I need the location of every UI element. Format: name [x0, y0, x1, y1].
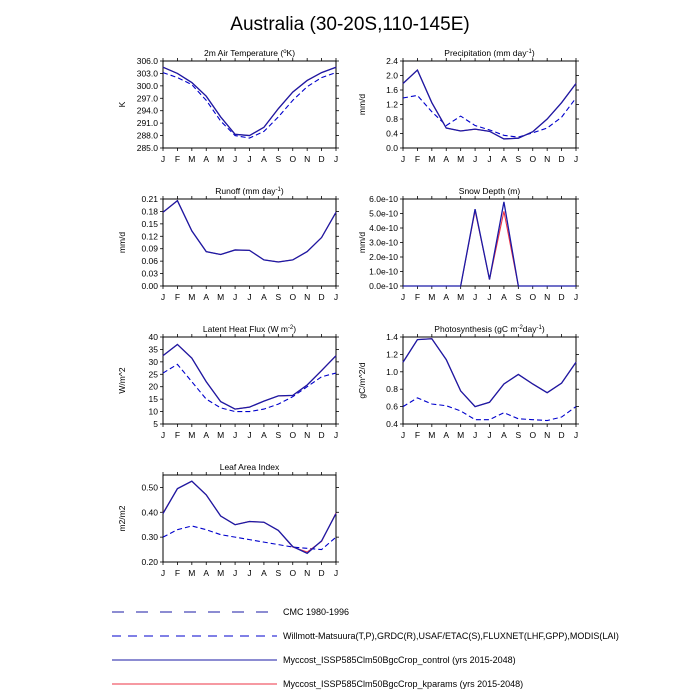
y-tick-label: 0.20	[141, 557, 158, 567]
plot-frame	[163, 199, 336, 286]
y-tick-label: 288.0	[136, 130, 158, 141]
x-tick-label: D	[558, 292, 565, 302]
panel-title-text: day	[522, 324, 537, 334]
x-tick-label: D	[318, 430, 325, 440]
x-tick-label: J	[333, 154, 339, 164]
y-tick-label: 0.6	[386, 401, 398, 412]
panel-title	[434, 324, 545, 334]
x-tick-label: N	[304, 430, 311, 440]
series-line-kparams	[403, 339, 576, 407]
series-line-control	[163, 67, 336, 135]
y-tick-label: 4.0e-10	[369, 223, 398, 233]
series-line-kparams	[403, 70, 576, 139]
panel-title	[203, 324, 296, 334]
y-tick-label: 0.12	[141, 231, 158, 242]
x-tick-label: J	[232, 430, 238, 440]
x-tick-label: S	[275, 292, 282, 302]
y-tick-label: 0.18	[141, 206, 158, 217]
legend-label-2: Myccost_ISSP585Clm50BgcCrop_control (yrs 2015-2048)	[283, 655, 516, 665]
y-axis-label: K	[117, 101, 127, 108]
y-tick-label: 0.0e-10	[369, 281, 398, 291]
y-tick-label: 40	[148, 332, 158, 342]
x-tick-label: O	[529, 430, 537, 440]
y-tick-label: 297.0	[136, 93, 158, 104]
panel-title-text: )	[531, 48, 535, 58]
panel-title-superscript: -1	[526, 49, 532, 55]
x-tick-label: J	[472, 430, 478, 440]
legend-label-0: CMC 1980-1996	[283, 607, 350, 617]
x-tick-label: J	[573, 292, 579, 302]
y-tick-label: 0.03	[141, 268, 158, 279]
y-tick-label: 294.0	[136, 105, 158, 116]
x-tick-label: J	[333, 430, 339, 440]
panel-title-text: Precipitation (mm day	[444, 48, 527, 58]
y-tick-label: 1.4	[386, 332, 398, 342]
panel-title-superscript: -2	[517, 325, 523, 331]
x-tick-label: A	[203, 154, 210, 164]
x-tick-label: N	[304, 154, 311, 164]
y-tick-label: 306.0	[136, 56, 158, 66]
y-tick-label: 0.8	[386, 114, 398, 124]
x-tick-label: N	[544, 292, 551, 302]
y-tick-label: 6.0e-10	[369, 194, 398, 204]
series-line-kparams	[163, 67, 336, 135]
panel-title-text: Leaf Area Index	[219, 462, 280, 472]
y-tick-label: 5.0e-10	[369, 208, 398, 219]
series-line-obs	[163, 364, 336, 411]
x-tick-label: M	[188, 154, 196, 164]
x-tick-label: J	[333, 568, 339, 578]
y-tick-label: 5	[153, 419, 158, 429]
series-line-control	[163, 344, 336, 409]
y-tick-label: 0.50	[141, 482, 158, 493]
x-tick-label: J	[472, 154, 478, 164]
x-tick-label: A	[203, 568, 210, 578]
panel-3	[357, 186, 579, 302]
x-tick-label: F	[174, 568, 181, 578]
x-tick-label: J	[247, 154, 252, 164]
series-line-kparams	[163, 344, 336, 409]
plot-frame	[403, 61, 576, 148]
x-tick-label: F	[414, 430, 421, 440]
panel-title-superscript: -1	[275, 187, 281, 193]
y-tick-label: 0.8	[386, 384, 398, 395]
x-tick-label: F	[414, 292, 421, 302]
plot-frame	[403, 199, 576, 286]
y-tick-label: 20	[148, 381, 158, 392]
x-tick-label: F	[414, 154, 421, 164]
x-tick-label: J	[232, 292, 238, 302]
x-tick-label: A	[443, 154, 450, 164]
series-line-control	[403, 339, 576, 407]
x-tick-label: N	[544, 430, 551, 440]
panel-2	[117, 186, 339, 302]
y-axis-label: m2/m2	[117, 505, 127, 532]
panel-title	[215, 186, 284, 196]
y-tick-label: 2.0	[386, 70, 398, 81]
panel-title-text: )	[293, 324, 297, 334]
x-tick-label: M	[217, 292, 225, 302]
x-tick-label: F	[174, 154, 181, 164]
x-tick-label: M	[428, 292, 436, 302]
series-line-obs	[163, 526, 336, 550]
y-tick-label: 3.0e-10	[369, 237, 398, 248]
panel-title-text: Photosynthesis (gC m	[434, 324, 518, 334]
x-tick-label: J	[472, 292, 478, 302]
y-tick-label: 0.40	[141, 507, 158, 518]
x-tick-label: O	[289, 292, 297, 302]
x-tick-label: A	[261, 292, 267, 302]
y-tick-label: 285.0	[136, 143, 158, 153]
plot-frame	[403, 337, 576, 424]
panel-title-superscript: -1	[536, 325, 542, 331]
y-tick-label: 1.2	[386, 99, 398, 110]
panel-title-text: 2m Air Temperature (	[203, 48, 284, 58]
y-tick-label: 10	[148, 406, 158, 417]
y-axis-label: mm/d	[357, 231, 367, 254]
panel-0	[117, 48, 339, 164]
x-tick-label: F	[174, 292, 181, 302]
x-tick-label: J	[400, 154, 406, 164]
y-tick-label: 0.09	[141, 243, 158, 254]
y-tick-label: 1.2	[386, 349, 398, 360]
y-tick-label: 0.15	[141, 218, 158, 229]
x-tick-label: A	[443, 430, 450, 440]
x-tick-label: A	[501, 154, 507, 164]
y-axis-label: mm/d	[117, 231, 127, 254]
x-tick-label: J	[247, 430, 252, 440]
x-tick-label: J	[400, 292, 406, 302]
series-line-control	[163, 201, 336, 262]
plot-frame	[163, 475, 336, 562]
series-line-obs	[163, 73, 336, 138]
series-line-kparams	[403, 211, 576, 286]
y-tick-label: 1.0	[386, 366, 398, 377]
panels	[117, 48, 579, 578]
panel-title	[459, 186, 521, 196]
panel-title-superscript: o	[283, 49, 287, 55]
y-tick-label: 1.6	[386, 85, 398, 95]
y-tick-label: 291.0	[136, 118, 158, 129]
y-tick-label: 25	[148, 369, 158, 380]
x-tick-label: F	[174, 430, 181, 440]
x-tick-label: N	[544, 154, 551, 164]
x-tick-label: A	[203, 292, 210, 302]
figure-title: Australia (30-20S,110-145E)	[230, 14, 470, 35]
x-tick-label: A	[203, 430, 210, 440]
panel-title	[204, 48, 295, 58]
x-tick-label: O	[529, 292, 537, 302]
x-tick-label: M	[188, 430, 196, 440]
x-tick-label: M	[217, 154, 225, 164]
x-tick-label: J	[573, 154, 579, 164]
x-tick-label: N	[304, 292, 311, 302]
y-tick-label: 2.0e-10	[369, 252, 398, 262]
x-tick-label: J	[573, 430, 579, 440]
x-tick-label: J	[247, 292, 252, 302]
x-tick-label: M	[188, 568, 196, 578]
x-tick-label: O	[529, 154, 537, 164]
legend	[112, 607, 619, 689]
x-tick-label: D	[318, 568, 325, 578]
x-tick-label: J	[487, 292, 492, 302]
y-tick-label: 2.4	[386, 56, 398, 66]
x-tick-label: M	[457, 430, 465, 440]
panel-5	[357, 324, 579, 440]
x-tick-label: S	[275, 568, 282, 578]
panel-title-text: K)	[286, 48, 296, 58]
x-tick-label: M	[428, 430, 436, 440]
x-tick-label: M	[457, 154, 465, 164]
x-tick-label: M	[188, 292, 196, 302]
panel-title	[444, 48, 535, 58]
y-tick-label: 300.0	[136, 80, 158, 91]
x-tick-label: J	[400, 430, 406, 440]
x-tick-label: S	[515, 292, 522, 302]
x-tick-label: J	[160, 292, 166, 302]
y-axis-label: gC/m^2/d	[357, 362, 367, 399]
y-tick-label: 0.4	[386, 419, 398, 429]
x-tick-label: J	[160, 154, 166, 164]
x-tick-label: A	[261, 154, 267, 164]
y-tick-label: 30	[148, 356, 158, 367]
x-tick-label: O	[289, 154, 297, 164]
x-tick-label: M	[457, 292, 465, 302]
panel-title-superscript: -2	[287, 325, 294, 331]
x-tick-label: S	[275, 154, 282, 164]
x-tick-label: D	[558, 154, 565, 164]
legend-label-1: Willmott-Matsuura(T,P),GRDC(R),USAF/ETAC(S),FLUXNET(LHF,GPP),MODIS(LAI)	[283, 631, 619, 641]
x-tick-label: D	[558, 430, 565, 440]
y-tick-label: 35	[148, 344, 158, 355]
panel-6	[117, 462, 339, 578]
x-tick-label: S	[515, 154, 522, 164]
x-tick-label: A	[501, 292, 507, 302]
series-line-kparams	[163, 201, 336, 262]
y-tick-label: 0.21	[141, 194, 158, 204]
x-tick-label: D	[318, 292, 325, 302]
y-tick-label: 1.0e-10	[369, 266, 398, 277]
x-tick-label: O	[289, 430, 297, 440]
y-axis-label: W/m^2	[117, 367, 127, 394]
x-tick-label: J	[487, 154, 492, 164]
panel-title	[220, 462, 280, 472]
x-tick-label: A	[261, 430, 267, 440]
x-tick-label: A	[443, 292, 450, 302]
y-tick-label: 15	[148, 394, 158, 405]
x-tick-label: O	[289, 568, 297, 578]
y-tick-label: 0.0	[386, 143, 398, 153]
y-tick-label: 0.06	[141, 256, 158, 267]
panel-title-text: Snow Depth (m)	[458, 186, 521, 196]
series-line-control	[163, 481, 336, 553]
x-tick-label: J	[232, 568, 238, 578]
x-tick-label: M	[217, 568, 225, 578]
x-tick-label: J	[160, 568, 166, 578]
x-tick-label: J	[487, 430, 492, 440]
x-tick-label: J	[333, 292, 339, 302]
y-axis-label: mm/d	[357, 93, 367, 116]
x-tick-label: S	[515, 430, 522, 440]
x-tick-label: J	[160, 430, 166, 440]
series-line-control	[403, 70, 576, 139]
panel-title-text: )	[280, 186, 284, 196]
x-tick-label: M	[428, 154, 436, 164]
y-tick-label: 0.30	[141, 532, 158, 543]
series-line-kparams	[163, 481, 336, 552]
panel-4	[117, 324, 339, 440]
x-tick-label: J	[232, 154, 238, 164]
x-tick-label: D	[318, 154, 325, 164]
legend-label-3: Myccost_ISSP585Clm50BgcCrop_kparams (yrs 2015-2048)	[283, 679, 524, 689]
x-tick-label: A	[261, 568, 267, 578]
series-line-control	[403, 202, 576, 286]
x-tick-label: A	[501, 430, 507, 440]
y-tick-label: 0.4	[386, 128, 398, 139]
panel-1	[357, 48, 579, 164]
panel-title-text: )	[541, 324, 545, 334]
plot-frame	[163, 337, 336, 424]
panel-title-text: Runoff (mm day	[215, 186, 276, 196]
y-tick-label: 0.00	[141, 281, 158, 291]
x-tick-label: S	[275, 430, 282, 440]
panel-title-text: Latent Heat Flux (W m	[202, 324, 288, 334]
x-tick-label: N	[304, 568, 311, 578]
x-tick-label: M	[217, 430, 225, 440]
y-tick-label: 303.0	[136, 68, 158, 79]
x-tick-label: J	[247, 568, 252, 578]
